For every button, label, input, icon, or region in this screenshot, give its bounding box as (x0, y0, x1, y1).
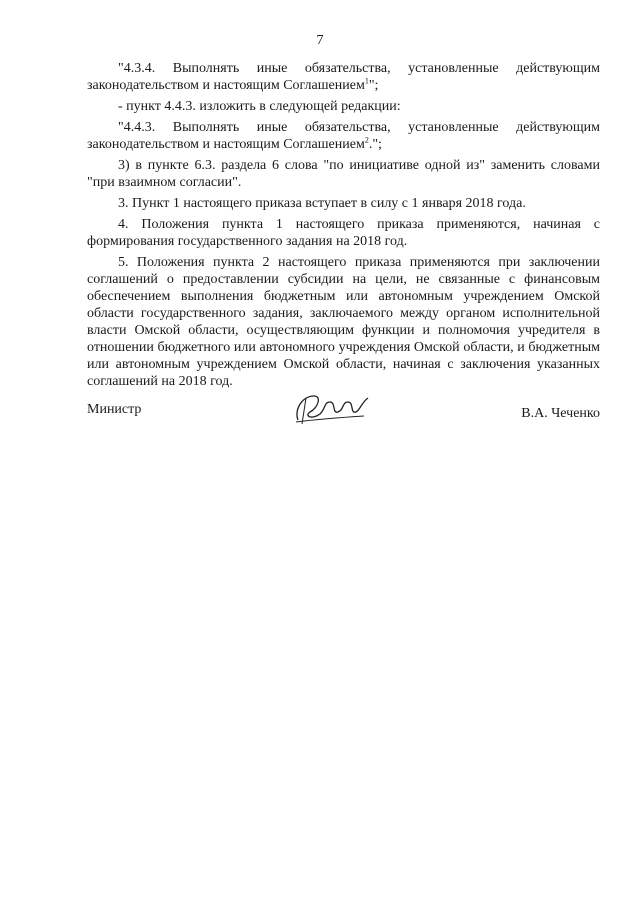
page-number: 7 (316, 33, 324, 48)
paragraph-4-3-4: "4.3.4. Выполнять иные обязательства, установленные действующим законодательством и настоящим Соглашением$^1$"; (87, 61, 600, 93)
footnote-ref-2: 2 (364, 135, 369, 145)
paragraph-clause-5: 5. Положения пункта 2 настоящего приказа применяются при заключении соглашений о предоставлении субсидии на цели, не связанные с финансовым обеспечением выполнения бюджетным или автономным учреждением Омской области государственного задания, заключаемого между органом исполнительной власти Омской области, осуществляющим функции и полномочия учредителя в отношении бюджетного или автономного учреждения Омской области, и бюджетным или автономным учреждением Омской области, начиная с заключения указанных соглашений на 2018 год. (87, 255, 600, 389)
paragraph-clause-3: 3. Пункт 1 настоящего приказа вступает в силу с 1 января 2018 года. (118, 196, 526, 211)
paragraph-item-3: 3) в пункте 6.3. раздела 6 слова "по инициативе одной из" заменить словами "при взаимном согласии". (87, 158, 600, 190)
signature-block (87, 402, 600, 442)
paragraph-4-4-3: "4.4.3. Выполнять иные обязательства, установленные действующим законодательством и настоящим Соглашением$^2$."; (87, 120, 600, 152)
paragraph-amend-4-4-3: - пункт 4.4.3. изложить в следующей редакции: (118, 99, 401, 114)
footnote-ref-1: 1 (364, 76, 369, 86)
handwritten-signature (292, 390, 372, 428)
paragraph-clause-4: 4. Положения пункта 1 настоящего приказа применяются, начиная с формирования государственного задания на 2018 год. (87, 217, 600, 249)
signer-name: В.А. Чеченко (521, 406, 600, 421)
document-body (87, 60, 600, 390)
signer-position: Министр (87, 402, 142, 417)
